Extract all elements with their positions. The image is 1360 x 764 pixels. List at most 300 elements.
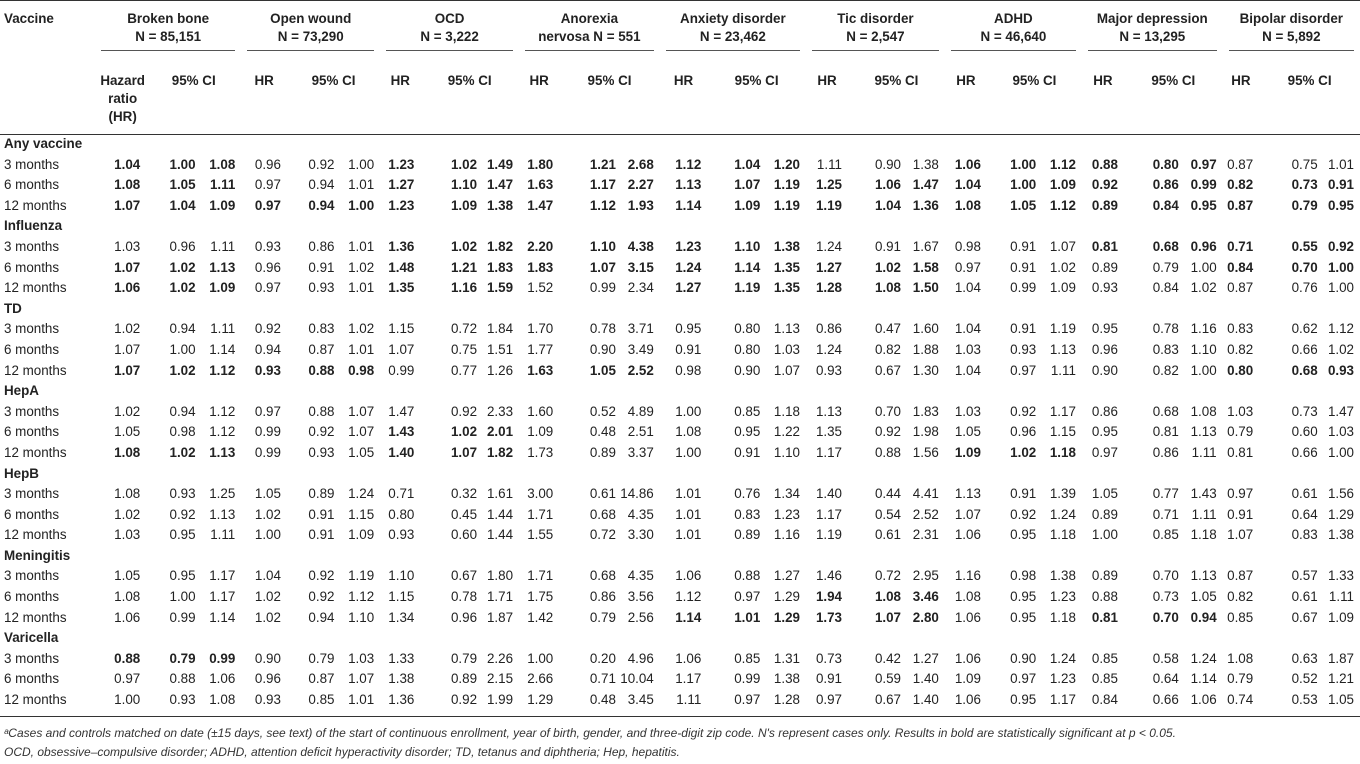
ci-low-cell: 0.79	[450, 650, 478, 666]
ci-low-cell: 0.78	[589, 321, 616, 337]
hr-cell: 0.96	[254, 156, 281, 172]
ci-low-cell: 0.64	[1291, 506, 1318, 522]
condition-n: N = 85,151	[135, 29, 202, 44]
ci-high-cell: 1.05	[348, 444, 375, 460]
ci-low-cell: 0.64	[1152, 671, 1179, 687]
table-row	[0, 690, 1360, 711]
ci-low-cell: 0.96	[1010, 424, 1037, 440]
ci-high-cell: 1.24	[1049, 650, 1076, 666]
ci-low-cell: 1.02	[169, 444, 196, 460]
ci-high-cell: 1.03	[348, 650, 375, 666]
ci-low-cell: 1.21	[450, 259, 478, 275]
ci-low-cell: 0.94	[169, 403, 196, 419]
hr-cell: 1.04	[254, 568, 281, 584]
ci-high-cell: 1.12	[1049, 197, 1076, 213]
condition-name: Open wound	[270, 11, 352, 26]
hr-cell: 0.94	[254, 341, 281, 357]
time-window-label: 6 months	[4, 177, 60, 193]
ci-high-cell: 1.05	[1190, 589, 1217, 605]
ci-low-cell: 0.84	[1152, 280, 1179, 296]
hr-cell: 1.07	[114, 197, 141, 213]
hr-cell: 1.73	[815, 609, 842, 625]
hr-cell: 0.91	[675, 341, 702, 357]
ci-high-cell: 3.46	[912, 589, 939, 605]
hr-cell: 0.93	[388, 527, 415, 543]
hr-cell: 1.42	[527, 609, 554, 625]
ci-header: 95% CI	[1012, 73, 1057, 88]
ci-low-cell: 1.17	[589, 177, 616, 193]
ci-high-cell: 1.10	[773, 444, 800, 460]
ci-header: 95% CI	[734, 73, 779, 88]
hr-cell: 1.01	[675, 527, 702, 543]
ci-low-cell: 1.07	[589, 259, 616, 275]
condition-header-7	[1082, 0, 1223, 62]
table-row	[0, 525, 1360, 546]
hr-cell: 0.82	[1227, 341, 1254, 357]
hr-cell: 1.01	[675, 506, 702, 522]
hr-cell: 3.00	[527, 486, 554, 502]
hr-header: HR	[390, 73, 410, 88]
ci-high-cell: 1.14	[209, 341, 236, 357]
ci-low-cell: 0.93	[1010, 341, 1037, 357]
ci-high-cell: 1.11	[1191, 444, 1217, 460]
hr-cell: 0.93	[254, 692, 281, 708]
ci-high-cell: 1.00	[1327, 444, 1354, 460]
hr-cell: 1.06	[954, 650, 981, 666]
ci-low-cell: 0.61	[874, 527, 901, 543]
hr-cell: 0.98	[675, 362, 702, 378]
ci-low-cell: 0.91	[1010, 238, 1037, 254]
ci-low-cell: 0.63	[1291, 650, 1318, 666]
ci-low-cell: 0.76	[734, 486, 761, 502]
ci-high-cell: 1.23	[1049, 671, 1076, 687]
ci-high-cell: 1.67	[912, 238, 939, 254]
ci-high-cell: 1.38	[1327, 527, 1354, 543]
ci-low-cell: 0.85	[1152, 527, 1179, 543]
ci-low-cell: 0.80	[734, 321, 761, 337]
ci-low-cell: 0.98	[1010, 568, 1037, 584]
hr-cell: 0.89	[1091, 568, 1118, 584]
ci-high-cell: 1.10	[348, 609, 375, 625]
condition-name: Bipolar disorder	[1239, 11, 1344, 26]
footnote-line-2: OCD, obsessive–compulsive disorder; ADHD, attention deficit hyperactivity disorder; TD, tetanus and diphtheria; Hep, hepatitis.	[4, 745, 680, 759]
hr-cell: 1.04	[954, 321, 981, 337]
hr-cell: 1.47	[527, 197, 554, 213]
table-header-rule	[0, 134, 1360, 135]
ci-low-cell: 0.95	[169, 568, 196, 584]
vaccine-column-header: Vaccine	[4, 11, 54, 26]
condition-n: N = 2,547	[846, 29, 905, 44]
condition-n: N = 13,295	[1119, 29, 1186, 44]
ci-low-cell: 1.02	[169, 280, 196, 296]
ci-low-cell: 0.60	[1291, 424, 1318, 440]
ci-high-cell: 1.38	[912, 156, 939, 172]
hr-cell: 1.35	[815, 424, 842, 440]
hr-cell: 1.06	[954, 692, 981, 708]
ci-low-cell: 1.16	[450, 280, 478, 296]
table-row	[0, 340, 1360, 361]
ci-high-cell: 1.38	[486, 197, 514, 213]
ci-high-cell: 1.09	[209, 197, 236, 213]
ci-high-cell: 0.94	[1190, 609, 1217, 625]
ci-low-cell: 1.00	[169, 341, 196, 357]
hr-cell: 1.52	[527, 280, 554, 296]
ci-high-cell: 3.45	[627, 692, 654, 708]
hr-cell: 1.05	[1091, 486, 1118, 502]
ci-high-cell: 1.44	[486, 527, 514, 543]
condition-header-4	[660, 0, 806, 62]
ci-low-cell: 0.85	[308, 692, 335, 708]
ci-low-cell: 0.20	[589, 650, 616, 666]
hr-cell: 1.03	[954, 341, 981, 357]
hr-header: HR	[673, 73, 694, 88]
ci-low-cell: 0.79	[589, 609, 616, 625]
hr-cell: 1.04	[114, 156, 141, 172]
hr-cell: 1.00	[675, 403, 702, 419]
ci-high-cell: 2.80	[912, 609, 939, 625]
vaccine-group-row	[0, 628, 1360, 649]
ci-low-cell: 0.96	[169, 238, 196, 254]
ci-low-cell: 0.97	[734, 589, 761, 605]
ci-low-cell: 0.95	[169, 527, 196, 543]
vaccine-group-label: HepA	[4, 383, 39, 399]
vaccine-group-label: HepB	[4, 465, 39, 481]
hr-cell: 0.92	[254, 321, 281, 337]
hr-cell: 1.06	[954, 156, 981, 172]
time-window-label: 12 months	[4, 197, 67, 213]
condition-header-8	[1223, 0, 1360, 62]
ci-high-cell: 1.38	[773, 238, 800, 254]
hr-cell: 0.89	[1091, 506, 1118, 522]
ci-low-cell: 0.90	[1010, 650, 1037, 666]
ci-high-cell: 1.06	[209, 671, 236, 687]
ci-low-cell: 1.05	[169, 177, 196, 193]
ci-header: 95% CI	[311, 73, 356, 88]
ci-header: 95% CI	[447, 73, 492, 88]
ci-high-cell: 1.09	[209, 280, 236, 296]
ci-low-cell: 0.79	[308, 650, 335, 666]
hr-cell: 1.17	[675, 671, 702, 687]
ci-high-cell: 0.99	[1190, 177, 1217, 193]
hr-cell: 0.96	[1091, 341, 1118, 357]
ci-low-cell: 0.83	[1152, 341, 1179, 357]
ci-low-cell: 0.92	[450, 692, 478, 708]
ci-high-cell: 10.04	[620, 671, 654, 687]
hr-cell: 0.99	[254, 424, 281, 440]
ci-high-cell: 1.47	[1327, 403, 1354, 419]
ci-low-cell: 0.87	[308, 341, 335, 357]
ci-low-cell: 1.10	[734, 238, 761, 254]
ci-low-cell: 0.55	[1291, 238, 1318, 254]
ci-low-cell: 0.86	[1152, 177, 1179, 193]
ci-low-cell: 1.02	[450, 156, 478, 172]
hr-cell: 1.23	[388, 156, 415, 172]
ci-low-cell: 0.90	[874, 156, 901, 172]
hr-cell: 1.02	[114, 506, 141, 522]
ci-low-cell: 1.02	[450, 238, 478, 254]
hr-cell: 0.97	[254, 280, 281, 296]
hr-cell: 0.85	[1091, 650, 1118, 666]
ci-high-cell: 2.34	[627, 280, 654, 296]
condition-header-3	[519, 0, 660, 62]
hr-cell: 0.97	[815, 692, 842, 708]
time-window-label: 3 months	[4, 238, 60, 254]
ci-low-cell: 0.89	[734, 527, 761, 543]
ci-low-cell: 0.73	[1291, 403, 1318, 419]
ci-high-cell: 1.03	[1327, 424, 1354, 440]
ci-high-cell: 1.15	[1049, 424, 1076, 440]
vaccine-group-row	[0, 299, 1360, 320]
ci-high-cell: 1.87	[1327, 650, 1354, 666]
table-row	[0, 484, 1360, 505]
ci-high-cell: 0.95	[1327, 197, 1354, 213]
ci-low-cell: 0.71	[1152, 506, 1179, 522]
hr-cell: 2.66	[527, 671, 554, 687]
condition-header-1	[241, 0, 380, 62]
hr-cell: 1.60	[527, 403, 554, 419]
ci-low-cell: 0.89	[308, 486, 335, 502]
hr-cell: 1.24	[675, 259, 702, 275]
ci-header: 95% CI	[874, 73, 919, 88]
ci-low-cell: 0.80	[1152, 156, 1179, 172]
ci-high-cell: 1.12	[209, 403, 236, 419]
ci-low-cell: 0.92	[308, 568, 335, 584]
hr-cell: 1.09	[527, 424, 554, 440]
ci-low-cell: 1.10	[450, 177, 478, 193]
hr-cell: 0.87	[1227, 156, 1254, 172]
ci-high-cell: 2.01	[486, 424, 514, 440]
ci-low-cell: 0.95	[1010, 692, 1037, 708]
table-bottom-rule	[0, 716, 1360, 717]
hr-cell: 0.91	[815, 671, 842, 687]
time-window-label: 6 months	[4, 259, 60, 275]
ci-high-cell: 1.28	[773, 692, 800, 708]
time-window-label: 3 months	[4, 321, 60, 337]
ci-low-cell: 0.61	[1291, 486, 1318, 502]
hr-cell: 1.34	[388, 609, 415, 625]
ci-high-cell: 1.24	[1190, 650, 1217, 666]
ci-low-cell: 0.86	[308, 238, 335, 254]
ci-low-cell: 0.93	[308, 280, 335, 296]
ci-high-cell: 1.29	[1327, 506, 1354, 522]
ci-high-cell: 1.80	[486, 568, 514, 584]
ci-low-cell: 0.52	[589, 403, 616, 419]
ci-low-cell: 1.07	[874, 609, 901, 625]
hr-cell: 1.07	[388, 341, 415, 357]
hr-cell: 1.09	[954, 671, 981, 687]
hr-cell: 0.82	[1227, 589, 1254, 605]
hr-cell: 1.46	[815, 568, 842, 584]
hr-cell: 1.13	[675, 177, 702, 193]
ci-high-cell: 1.02	[1327, 341, 1354, 357]
hr-cell: 0.81	[1091, 609, 1118, 625]
hr-cell: 0.85	[1091, 671, 1118, 687]
hr-cell: 0.91	[1227, 506, 1254, 522]
hr-cell: 1.38	[388, 671, 415, 687]
ci-low-cell: 1.02	[169, 259, 196, 275]
condition-name: Tic disorder	[837, 11, 914, 26]
ci-high-cell: 0.93	[1327, 362, 1354, 378]
table-row	[0, 649, 1360, 670]
ci-low-cell: 0.96	[450, 609, 478, 625]
ci-low-cell: 0.86	[1152, 444, 1179, 460]
hr-cell: 0.92	[1091, 177, 1118, 193]
hr-cell: 1.08	[114, 486, 141, 502]
hr-cell: 1.23	[675, 238, 702, 254]
ci-high-cell: 3.71	[627, 321, 654, 337]
hr-cell: 1.19	[815, 527, 842, 543]
ci-low-cell: 0.95	[734, 424, 761, 440]
hr-cell: 1.08	[954, 589, 981, 605]
condition-header-0	[95, 0, 241, 62]
hr-cell: 1.05	[114, 568, 141, 584]
hr-cell: 1.01	[675, 486, 702, 502]
ci-high-cell: 1.51	[486, 341, 514, 357]
ci-low-cell: 0.91	[1010, 321, 1037, 337]
ci-high-cell: 1.23	[1049, 589, 1076, 605]
time-window-label: 3 months	[4, 486, 60, 502]
ci-low-cell: 1.01	[734, 609, 761, 625]
hr-cell: 1.17	[815, 444, 842, 460]
ci-low-cell: 0.79	[1291, 197, 1318, 213]
ci-low-cell: 0.52	[1291, 671, 1318, 687]
ci-low-cell: 0.48	[589, 424, 616, 440]
hr-cell: 1.28	[815, 280, 842, 296]
ci-high-cell: 1.16	[773, 527, 800, 543]
ci-low-cell: 1.12	[589, 197, 616, 213]
ci-low-cell: 0.87	[308, 671, 335, 687]
ci-high-cell: 1.18	[773, 403, 800, 419]
hr-cell: 0.73	[815, 650, 842, 666]
hr-cell: 1.08	[114, 444, 141, 460]
ci-high-cell: 1.29	[773, 609, 800, 625]
ci-high-cell: 1.20	[773, 156, 800, 172]
hr-cell: 1.08	[114, 177, 141, 193]
ci-low-cell: 0.99	[734, 671, 761, 687]
hr-cell: 1.04	[954, 362, 981, 378]
ci-high-cell: 1.02	[1049, 259, 1076, 275]
ci-high-cell: 2.51	[627, 424, 654, 440]
ci-high-cell: 0.92	[1327, 238, 1354, 254]
hr-cell: 0.97	[254, 197, 281, 213]
table-row	[0, 196, 1360, 217]
ci-high-cell: 0.97	[1190, 156, 1217, 172]
ci-high-cell: 1.71	[486, 589, 514, 605]
ci-low-cell: 1.09	[734, 197, 761, 213]
hr-cell: 1.27	[675, 280, 702, 296]
hr-cell: 0.97	[954, 259, 981, 275]
hr-cell: 0.74	[1227, 692, 1254, 708]
hr-cell: 0.97	[254, 403, 281, 419]
ci-low-cell: 1.04	[734, 156, 761, 172]
ci-high-cell: 1.07	[773, 362, 800, 378]
hr-cell: 1.14	[675, 609, 702, 625]
ci-high-cell: 1.02	[348, 321, 375, 337]
ci-low-cell: 0.92	[1010, 506, 1037, 522]
hr-cell: 1.29	[527, 692, 554, 708]
ci-low-cell: 0.66	[1291, 341, 1318, 357]
ci-high-cell: 1.35	[773, 259, 800, 275]
hr-cell: 0.86	[815, 321, 842, 337]
ci-low-cell: 0.72	[589, 527, 616, 543]
ci-low-cell: 0.78	[450, 589, 478, 605]
ci-high-cell: 2.15	[486, 671, 514, 687]
time-window-label: 3 months	[4, 403, 60, 419]
ci-low-cell: 0.77	[450, 362, 478, 378]
ci-low-cell: 0.70	[1152, 609, 1179, 625]
vaccine-group-label: Varicella	[4, 630, 59, 646]
hr-cell: 0.95	[675, 321, 702, 337]
time-window-label: 6 months	[4, 341, 60, 357]
ci-low-cell: 0.88	[169, 671, 196, 687]
hr-cell: 1.71	[527, 568, 554, 584]
ci-low-cell: 1.00	[1010, 177, 1037, 193]
ci-low-cell: 0.97	[734, 692, 761, 708]
ci-high-cell: 4.41	[912, 486, 939, 502]
ci-low-cell: 0.68	[1152, 238, 1179, 254]
time-window-label: 3 months	[4, 650, 60, 666]
ci-low-cell: 0.85	[734, 403, 761, 419]
ci-low-cell: 1.04	[874, 197, 901, 213]
ci-low-cell: 0.91	[1010, 486, 1037, 502]
ci-low-cell: 1.00	[1010, 156, 1037, 172]
time-window-label: 3 months	[4, 568, 60, 584]
ci-high-cell: 4.35	[627, 506, 654, 522]
hr-cell: 1.15	[388, 321, 415, 337]
hr-header: HR	[956, 73, 976, 88]
hr-cell: 1.47	[388, 403, 415, 419]
ci-high-cell: 1.22	[773, 424, 800, 440]
ci-low-cell: 1.02	[874, 259, 901, 275]
ci-high-cell: 1.00	[1327, 259, 1354, 275]
hr-cell: 1.03	[114, 527, 141, 543]
ci-high-cell: 1.27	[773, 568, 800, 584]
ci-high-cell: 1.17	[1049, 403, 1076, 419]
hr-cell: 0.79	[1227, 424, 1254, 440]
hr-cell: 1.02	[114, 403, 141, 419]
hr-cell: 1.08	[954, 197, 981, 213]
ci-high-cell: 1.40	[912, 671, 939, 687]
ci-high-cell: 1.34	[773, 486, 800, 502]
hr-cell: 0.88	[1091, 589, 1118, 605]
hr-cell: 1.35	[388, 280, 415, 296]
ci-low-cell: 0.92	[450, 403, 478, 419]
ci-low-cell: 0.61	[1291, 589, 1318, 605]
hr-cell: 1.13	[954, 486, 981, 502]
ci-high-cell: 1.07	[348, 403, 375, 419]
ci-high-cell: 1.11	[1328, 589, 1354, 605]
ci-high-cell: 1.17	[1049, 692, 1076, 708]
hr-cell: 1.02	[254, 609, 281, 625]
hr-cell: 0.96	[254, 259, 281, 275]
hr-cell: 0.80	[388, 506, 415, 522]
ci-low-cell: 1.00	[169, 589, 196, 605]
ci-low-cell: 0.99	[169, 609, 196, 625]
hr-cell: 0.88	[114, 650, 141, 666]
ci-low-cell: 0.93	[169, 692, 196, 708]
hr-cell: 0.84	[1227, 259, 1254, 275]
table-row	[0, 587, 1360, 608]
table-row	[0, 608, 1360, 629]
ci-high-cell: 1.36	[912, 197, 939, 213]
ci-high-cell: 1.47	[912, 177, 939, 193]
ci-high-cell: 1.13	[1190, 568, 1217, 584]
ci-high-cell: 1.01	[348, 692, 375, 708]
ci-low-cell: 0.99	[1010, 280, 1037, 296]
ci-header: 95% CI	[1287, 73, 1332, 88]
hr-cell: 0.81	[1227, 444, 1254, 460]
hr-header: HR	[529, 73, 549, 88]
